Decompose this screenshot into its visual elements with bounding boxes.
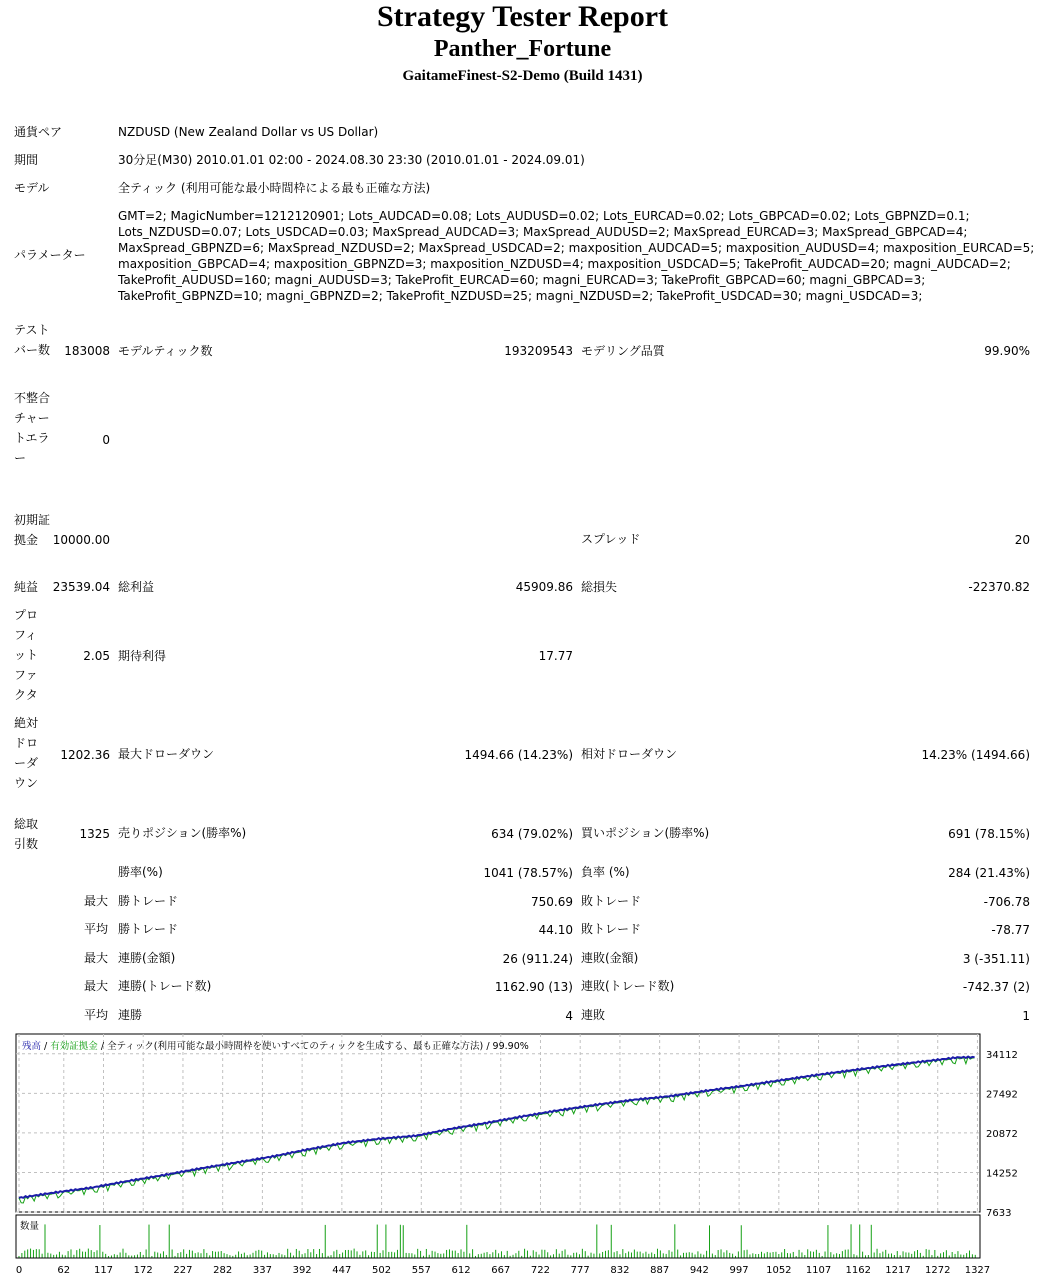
- short-label: 売りポジション(勝率%): [118, 826, 247, 840]
- rel-dd-value: 14.23% (1494.66): [921, 748, 1030, 762]
- x-tick-label: 392: [292, 1265, 312, 1276]
- x-tick-label: 1162: [845, 1265, 871, 1276]
- row-prefix: 最大: [83, 951, 108, 965]
- y-tick-label: 14252: [986, 1168, 1018, 1180]
- row-prefix: 最大: [83, 979, 108, 993]
- x-tick-label: 447: [332, 1265, 352, 1276]
- legend-separator: /: [100, 1041, 105, 1052]
- x-tick-label: 62: [57, 1265, 71, 1276]
- mismatch-value: 0: [102, 433, 110, 447]
- row-label: 連勝(トレード数): [118, 979, 212, 993]
- spread-label: スプレッド: [581, 532, 641, 546]
- x-tick-label: 557: [411, 1265, 431, 1276]
- volume-label: 数量: [20, 1221, 40, 1232]
- x-tick-label: 777: [570, 1265, 590, 1276]
- long-value: 691 (78.15%): [948, 827, 1030, 841]
- x-tick-label: 1327: [964, 1265, 991, 1276]
- row-label: 連勝(金額): [118, 951, 176, 965]
- x-tick-label: 887: [650, 1265, 670, 1276]
- ticks-label: モデルティック数: [118, 344, 213, 358]
- legend-separator: /: [44, 1041, 48, 1052]
- y-tick-label: 34112: [986, 1049, 1018, 1061]
- x-tick-label: 502: [372, 1265, 392, 1276]
- mismatch-label: 不整合チャートエラー: [14, 391, 51, 465]
- row-value-2: 1: [1022, 1009, 1030, 1023]
- spread-value: 20: [1014, 533, 1030, 547]
- row-label-2: 連敗(金額): [581, 951, 639, 965]
- x-tick-label: 612: [451, 1265, 471, 1276]
- net-value: 23539.04: [52, 580, 110, 594]
- deposit-label: 初期証拠金: [14, 513, 51, 547]
- ea-name: Panther_Fortune: [433, 36, 612, 62]
- y-tick-label: 20872: [986, 1128, 1018, 1140]
- trades-label: 総取引数: [14, 817, 39, 851]
- abs-dd-value: 1202.36: [60, 748, 110, 762]
- quality-label: モデリング品質: [581, 344, 665, 358]
- row-value-2: -78.77: [991, 923, 1030, 937]
- row-label-2: 連敗: [581, 1008, 606, 1022]
- chart-legend: [22, 1040, 529, 1052]
- row-prefix: 平均: [83, 1008, 108, 1022]
- symbol-label: 通貨ペア: [14, 125, 63, 139]
- legend-separator: /: [486, 1041, 490, 1052]
- x-tick-label: 1272: [924, 1265, 951, 1276]
- abs-dd-label: 絶対ドローダウン: [14, 716, 39, 790]
- expected-value: 17.77: [538, 649, 573, 663]
- legend-balance: 残高: [22, 1041, 42, 1052]
- x-tick-label: 227: [173, 1265, 193, 1276]
- trades-value: 1325: [79, 827, 110, 841]
- volume-bars: [19, 1224, 975, 1258]
- legend-quality: 99.90%: [492, 1041, 529, 1052]
- gross-loss-label: 総損失: [581, 580, 618, 594]
- server-name: GaitameFinest-S2-Demo (Build 1431): [402, 68, 643, 84]
- legend-model: 全ティック(利用可能な最小時間枠を使いすべてのティックを生成する、最も正確な方法): [107, 1041, 484, 1052]
- x-axis-labels: [16, 1265, 990, 1276]
- period-label: 期間: [14, 153, 39, 167]
- row-value: 1162.90 (13): [494, 980, 573, 994]
- win-value: 1041 (78.57%): [483, 866, 573, 880]
- row-prefix: 平均: [83, 922, 108, 936]
- gross-profit-value: 45909.86: [515, 580, 573, 594]
- x-tick-label: 337: [252, 1265, 272, 1276]
- balance-chart: [0, 1030, 1055, 1283]
- model-label: モデル: [14, 181, 50, 195]
- x-tick-label: 1107: [805, 1265, 832, 1276]
- bars-value: 183008: [64, 344, 110, 358]
- row-value-2: 3 (-351.11): [962, 952, 1030, 966]
- x-tick-label: 1217: [885, 1265, 911, 1276]
- loss-label: 負率 (%): [581, 865, 630, 879]
- x-tick-label: 172: [133, 1265, 153, 1276]
- model-value: 全ティック (利用可能な最小時間枠による最も正確な方法): [118, 181, 431, 195]
- x-tick-label: 722: [530, 1265, 551, 1276]
- max-dd-value: 1494.66 (14.23%): [464, 748, 573, 762]
- report-title: Strategy Tester Report: [376, 0, 669, 33]
- x-tick-label: 1052: [766, 1265, 792, 1276]
- x-tick-label: 0: [15, 1265, 23, 1276]
- x-tick-label: 997: [729, 1265, 749, 1276]
- gross-loss-value: -22370.82: [968, 580, 1030, 594]
- row-value-2: -706.78: [983, 895, 1030, 909]
- row-value: 750.69: [531, 895, 573, 909]
- row-label-2: 敗トレード: [581, 894, 642, 908]
- row-value: 44.10: [538, 923, 573, 937]
- long-label: 買いポジション(勝率%): [581, 826, 710, 840]
- expected-label: 期待利得: [118, 649, 167, 663]
- row-label: 勝トレード: [118, 894, 179, 908]
- rel-dd-label: 相対ドローダウン: [581, 747, 678, 761]
- row-value: 4: [565, 1009, 573, 1023]
- row-value: 26 (911.24): [502, 952, 573, 966]
- max-dd-label: 最大ドローダウン: [118, 747, 215, 761]
- row-label-2: 連敗(トレード数): [581, 979, 675, 993]
- period-value: 30分足(M30) 2010.01.01 02:00 - 2024.08.30 23:30 (2010.01.01 - 2024.09.01): [118, 153, 585, 167]
- x-tick-label: 942: [689, 1265, 709, 1276]
- params-value: GMT=2; MagicNumber=1212120901; Lots_AUDCAD=0.08; Lots_AUDUSD=0.02; Lots_EURCAD=0.02; Lots_GBPCAD=0.02; Lots_GBPNZD=0.1; Lots_NZDUSD=0.07; Lots_USDCAD=0.03; MaxSpread_AUDCAD=3; MaxSpread_AUDUSD=2; MaxSpread_EURCAD=3; MaxSpread_GBPCAD=4; MaxSpread_GBPNZD=6; MaxSpread_NZDUSD=2; MaxSpread_USDCAD=2; maxposition_AUDCAD=5; maxposition_AUDUSD=4; maxposition_EURCAD=5; maxposition_GBPCAD=4; maxposition_GBPNZD=3; maxposition_NZDUSD=4; maxposition_USDCAD=5; TakeProfit_AUDCAD=20; magni_AUDCAD=2; TakeProfit_AUDUSD=160; magni_AUDUSD=3; TakeProfit_EURCAD=60; magni_EURCAD=3; TakeProfit_GBPCAD=60; magni_GBPCAD=3; TakeProfit_GBPNZD=10; magni_GBPNZD=2; TakeProfit_NZDUSD=25; magni_NZDUSD=2; TakeProfit_USDCAD=30; magni_USDCAD=3;: [118, 209, 1035, 303]
- y-tick-label: 27492: [986, 1089, 1018, 1101]
- symbol-value: NZDUSD (New Zealand Dollar vs US Dollar): [118, 125, 379, 139]
- pf-label: プロフィットファクタ: [14, 608, 39, 702]
- row-label: 連勝: [118, 1008, 143, 1022]
- win-label: 勝率(%): [118, 865, 163, 879]
- row-label-2: 敗トレード: [581, 922, 642, 936]
- gross-profit-label: 総利益: [118, 580, 155, 594]
- x-tick-label: 117: [93, 1265, 114, 1276]
- y-tick-label: 7633: [986, 1208, 1012, 1219]
- loss-value: 284 (21.43%): [948, 866, 1030, 880]
- net-label: 純益: [14, 580, 39, 594]
- ticks-value: 193209543: [504, 344, 573, 358]
- deposit-value: 10000.00: [52, 533, 110, 547]
- legend-equity: 有効証拠金: [50, 1041, 98, 1052]
- bars-label: テストバー数: [14, 323, 51, 357]
- row-value-2: -742.37 (2): [962, 980, 1030, 994]
- quality-value: 99.90%: [984, 344, 1030, 358]
- x-tick-label: 667: [491, 1265, 511, 1276]
- x-tick-label: 832: [610, 1265, 630, 1276]
- pf-value: 2.05: [83, 649, 110, 663]
- row-prefix: 最大: [83, 894, 108, 908]
- x-tick-label: 282: [213, 1265, 233, 1276]
- volume-plot-frame: [16, 1215, 980, 1258]
- short-value: 634 (79.02%): [491, 827, 573, 841]
- row-label: 勝トレード: [118, 922, 179, 936]
- y-axis-labels: [986, 1050, 1018, 1219]
- params-label: パラメーター: [14, 248, 86, 262]
